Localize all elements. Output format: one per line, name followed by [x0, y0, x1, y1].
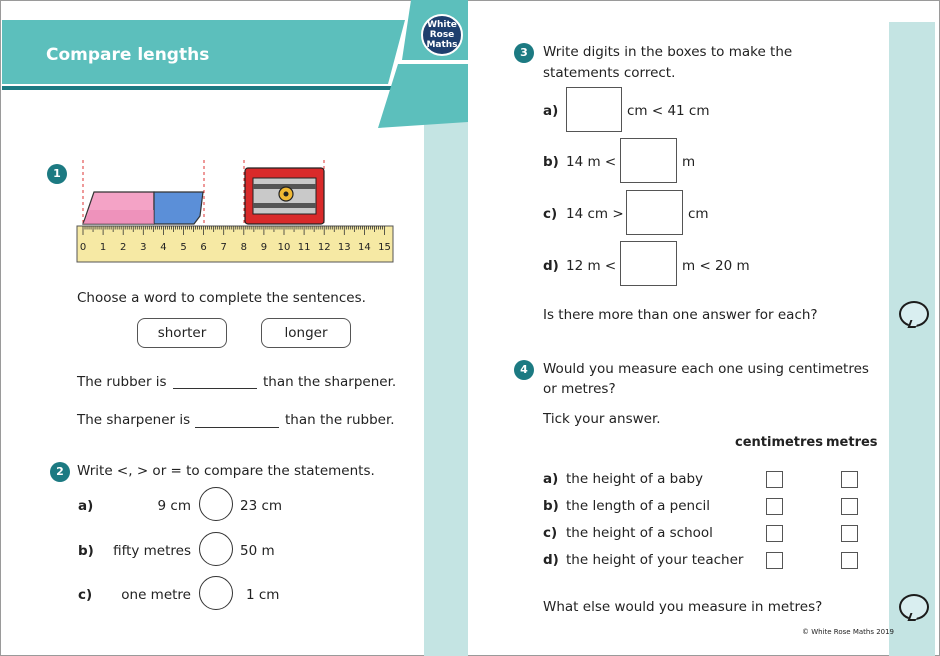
q3-row-c-after: cm — [688, 206, 709, 222]
q2-row-c-left: one metre — [121, 587, 191, 603]
q2-row-a-left: 9 cm — [157, 498, 191, 514]
logo-word: Rose — [429, 30, 455, 40]
sentence-1-start: The rubber is — [77, 374, 167, 390]
q4-row-d-label: d) — [543, 552, 559, 568]
q3-row-d-label: d) — [543, 258, 559, 274]
discussion-bubble-icon — [899, 594, 929, 620]
white-rose-maths-logo — [421, 14, 463, 56]
question-number-1: 1 — [47, 164, 67, 184]
q4-row-b-m-checkbox[interactable] — [841, 498, 858, 515]
q4-row-a-text: the height of a baby — [566, 471, 704, 487]
q3-row-d-after: m < 20 m — [682, 258, 750, 274]
q3-row-d-before: 12 m < — [566, 258, 617, 274]
q2-row-b-right: 50 m — [240, 543, 275, 559]
ruler-tick-label: 10 — [277, 242, 291, 253]
q3-row-c-box[interactable] — [626, 190, 683, 235]
q4-row-b-cm-checkbox[interactable] — [766, 498, 783, 515]
sentence-2-start: The sharpener is — [77, 412, 191, 428]
page-title: Compare lengths — [46, 45, 210, 65]
q2-prompt: Write <, > or = to compare the statements. — [77, 463, 375, 479]
q3-row-b-before: 14 m < — [566, 154, 617, 170]
word-choice-longer[interactable]: longer — [261, 318, 351, 348]
ruler-tick-label: 4 — [160, 242, 167, 253]
ruler-tick-label: 6 — [200, 242, 207, 253]
q2-row-c-circle[interactable] — [199, 576, 233, 610]
copyright-notice: © White Rose Maths 2019 — [802, 628, 895, 636]
q3-prompt-line1: Write digits in the boxes to make the — [543, 44, 793, 60]
ruler-tick-label: 0 — [79, 242, 87, 253]
q2-row-a-label: a) — [78, 498, 94, 514]
column-header-centimetres: centimetres — [735, 435, 823, 450]
q2-row-a-right: 23 cm — [240, 498, 283, 514]
ruler-tick-label: 3 — [140, 242, 147, 253]
rubber-eraser — [83, 192, 203, 224]
q3-row-b-after: m — [682, 154, 696, 170]
q3-row-b-box[interactable] — [620, 138, 677, 183]
ruler-tick-label: 7 — [220, 242, 227, 253]
q3-row-b-label: b) — [543, 154, 559, 170]
pencil-sharpener — [245, 168, 324, 224]
question-number-3: 3 — [514, 43, 534, 63]
q3-row-a-box[interactable] — [566, 87, 622, 132]
ruler-tick-label: 8 — [240, 242, 247, 253]
sentence-1-blank[interactable] — [173, 387, 257, 389]
q3-row-c-label: c) — [543, 206, 558, 222]
column-header-metres: metres — [826, 435, 878, 450]
q4-row-b-text: the length of a pencil — [566, 498, 710, 514]
question-number-4: 4 — [514, 360, 534, 380]
q4-row-a-m-checkbox[interactable] — [841, 471, 858, 488]
ruler-tick-label: 2 — [120, 242, 127, 253]
q4-row-c-cm-checkbox[interactable] — [766, 525, 783, 542]
sentence-1-end: than the sharpener. — [263, 374, 397, 390]
discussion-bubble-icon — [899, 301, 929, 327]
logo-word: White — [427, 20, 457, 30]
q4-row-c-label: c) — [543, 525, 558, 541]
ruler-tick-label: 11 — [297, 242, 311, 253]
q3-row-a-after: cm < 41 cm — [627, 103, 710, 119]
q3-row-a-label: a) — [543, 103, 559, 119]
ruler-tick-label: 1 — [99, 242, 107, 253]
q3-prompt-line2: statements correct. — [543, 65, 676, 81]
q4-row-c-m-checkbox[interactable] — [841, 525, 858, 542]
q4-row-a-cm-checkbox[interactable] — [766, 471, 783, 488]
q4-prompt-line1: Would you measure each one using centimetres — [543, 361, 869, 377]
q4-prompt-line2: or metres? — [543, 381, 616, 397]
q3-row-c-before: 14 cm > — [566, 206, 624, 222]
q2-row-a-circle[interactable] — [199, 487, 233, 521]
question-number-2: 2 — [50, 462, 70, 482]
q4-row-d-cm-checkbox[interactable] — [766, 552, 783, 569]
q4-row-d-m-checkbox[interactable] — [841, 552, 858, 569]
ruler-tick-label: 14 — [358, 242, 371, 253]
sentence-2-end: than the rubber. — [285, 412, 395, 428]
ruler-tick-label: 15 — [378, 242, 391, 253]
word-choice-shorter[interactable]: shorter — [137, 318, 227, 348]
q4-question: What else would you measure in metres? — [543, 599, 823, 615]
right-side-band — [889, 22, 935, 656]
left-side-band — [424, 85, 468, 656]
q4-row-b-label: b) — [543, 498, 559, 514]
ruler-tick-label: 12 — [317, 242, 331, 253]
q4-row-d-text: the height of your teacher — [566, 552, 744, 568]
q1-instruction: Choose a word to complete the sentences. — [77, 290, 366, 306]
ruler-tick-label: 5 — [180, 242, 187, 253]
ruler-tick-label: 13 — [337, 242, 351, 253]
header-underline — [2, 86, 398, 90]
q4-row-c-text: the height of a school — [566, 525, 713, 541]
sentence-2-blank[interactable] — [195, 426, 279, 428]
logo-word: Maths — [426, 40, 458, 50]
ruler-illustration — [70, 150, 405, 270]
q4-row-a-label: a) — [543, 471, 559, 487]
q3-question: Is there more than one answer for each? — [543, 307, 818, 323]
q3-row-d-box[interactable] — [620, 241, 677, 286]
q2-row-b-left: fifty metres — [113, 543, 191, 559]
header-flap-bottom — [378, 64, 468, 128]
q2-row-c-label: c) — [78, 587, 93, 603]
q2-row-c-right: 1 cm — [246, 587, 280, 603]
q4-instruction: Tick your answer. — [543, 411, 661, 427]
ruler-tick-label: 9 — [260, 242, 268, 253]
q2-row-b-circle[interactable] — [199, 532, 233, 566]
q2-row-b-label: b) — [78, 543, 94, 559]
